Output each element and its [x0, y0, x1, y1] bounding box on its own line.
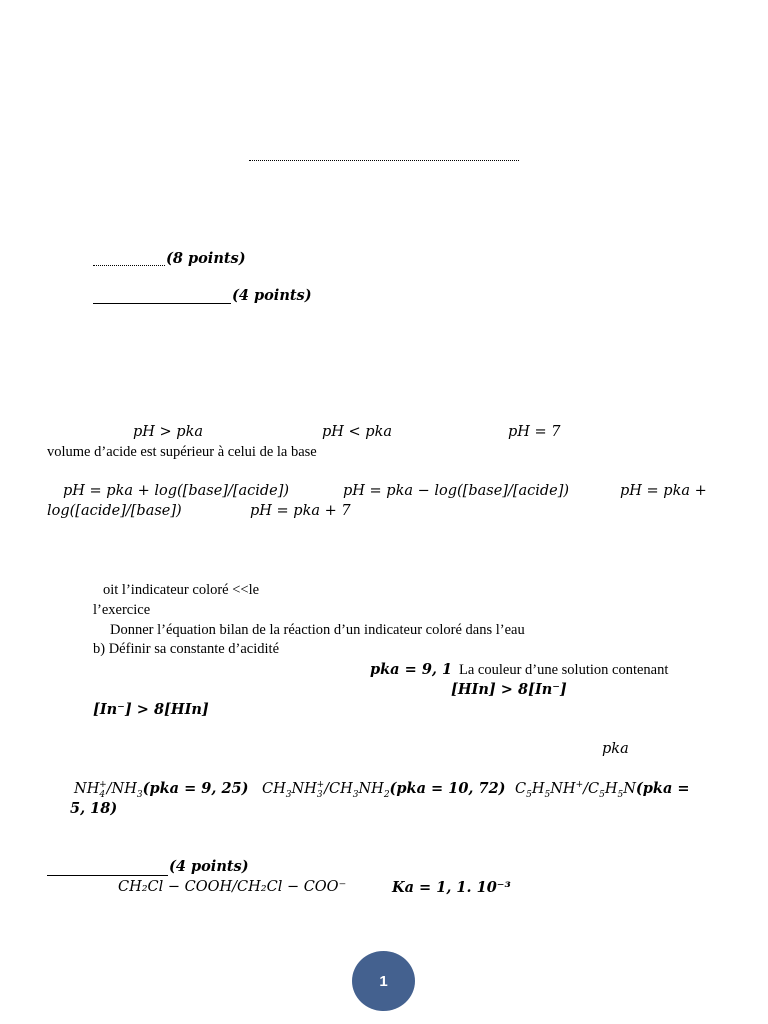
condition-1: [HIn] > 8[In⁻] [451, 681, 567, 698]
formula-1: pH = pka + log([base]/[acide]) [63, 483, 290, 499]
formula-2: pH = pka − log([base]/[acide]) [343, 483, 570, 499]
section3-ka: Ka = 1, 1. 10⁻³ [392, 879, 511, 896]
color-question: La couleur d’une solution contenant [459, 662, 669, 678]
pka-label: pka [602, 741, 629, 757]
exercise-line-2: l’exercice [93, 602, 151, 618]
formula-3a: pH = pka + [620, 483, 707, 499]
couple-pyridinium: $C_5H_5NH^+/C_5H_5N(pka$ = [515, 780, 690, 800]
section3-couple: CH₂Cl − COOH/CH₂Cl − COO⁻ [118, 879, 347, 895]
exercise-line-3: Donner l’équation bilan de la réaction d’un indicateur coloré dans l’eau [110, 622, 525, 638]
page-number: 1 [379, 972, 388, 990]
page-number-badge [352, 951, 415, 1011]
exercise-line-4: b) Définir sa constante d’acidité [93, 641, 280, 657]
choice-ph-less: pH < pka [322, 424, 393, 440]
couple-ammonium-pka: (pka = 9, 25) [142, 780, 249, 797]
couple-pyridinium-pka-cont: 5, 18) [70, 800, 118, 817]
couple-ammonium: $NH_4^+/NH_3(pka = 9$, 25) [74, 780, 249, 800]
choice-volume-text: volume d’acide est supérieur à celui de la base [47, 444, 317, 460]
section1-blank [93, 265, 165, 266]
section3-blank [47, 875, 168, 876]
formula-4: pH = pka + 7 [250, 503, 351, 519]
couple-methylammonium: $CH_3NH_3^+/CH_3NH_2(pka = 10$, 72) [262, 780, 506, 800]
title-rule [249, 160, 519, 161]
exercise-line-1: oit l’indicateur coloré <<le [103, 582, 260, 598]
pka-value: pka = 9, 1 [370, 661, 453, 678]
choice-ph-greater: pH > pka [133, 424, 204, 440]
section1-points: (8 points) [166, 250, 246, 267]
section2-points: (4 points) [232, 287, 312, 304]
choice-ph-seven: pH = 7 [508, 424, 561, 440]
condition-2: [In⁻] > 8[HIn] [93, 701, 209, 718]
section2-blank [93, 303, 231, 304]
couple-pyridinium-pka: (pka = [635, 780, 690, 797]
formula-3b: log([acide]/[base]) [47, 503, 182, 519]
couple-methylammonium-pka: (pka = 10, 72) [389, 780, 506, 797]
section3-points: (4 points) [169, 858, 249, 875]
